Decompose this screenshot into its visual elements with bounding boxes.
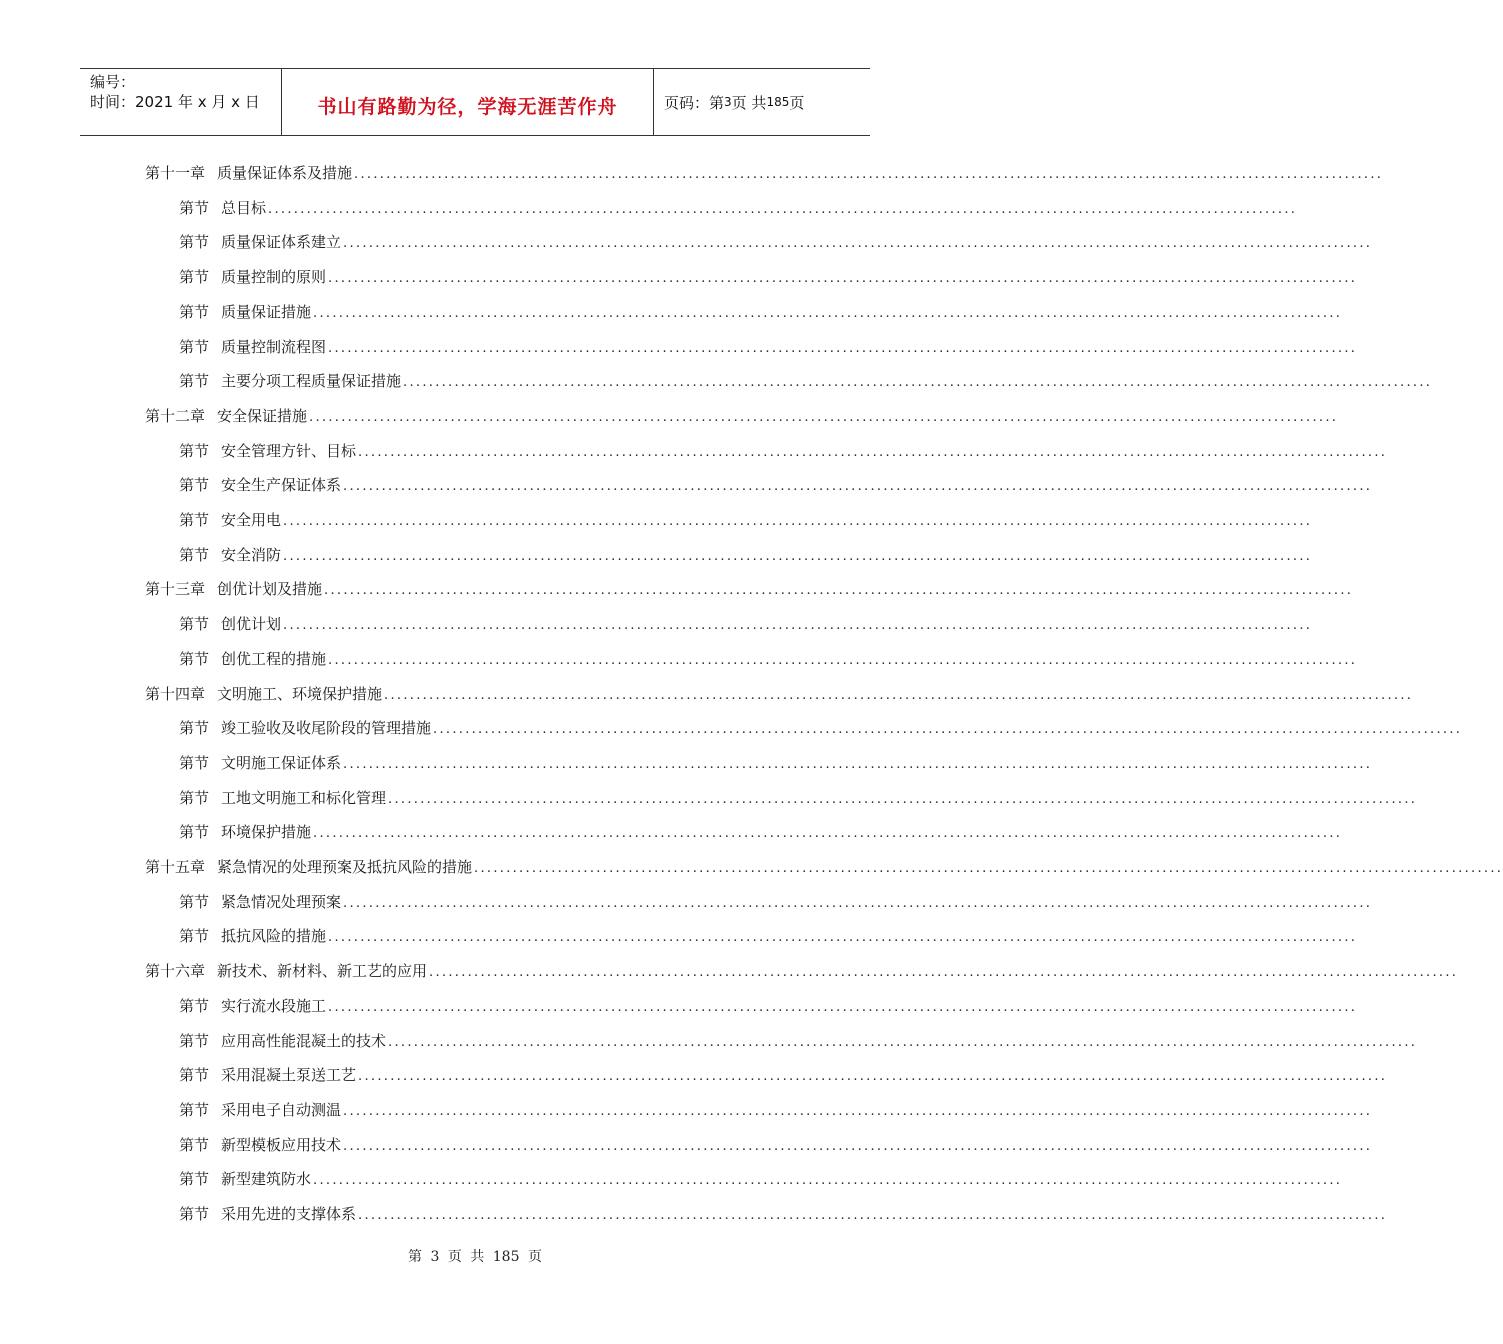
toc-entry-label: 第节 xyxy=(179,823,210,842)
toc-entry-label: 第节 xyxy=(179,1031,210,1050)
toc-dot-leader: ................................................................................................................................................................ xyxy=(328,999,1358,1015)
toc-chapter-entry[interactable] xyxy=(145,399,1339,433)
toc-entry-title: 文明施工保证体系 xyxy=(221,753,342,772)
toc-dot-leader: ................................................................................................................................................................ xyxy=(388,1034,1418,1050)
toc-entry-title: 创优计划及措施 xyxy=(217,580,323,599)
toc-entry-title: 新型建筑防水 xyxy=(221,1170,312,1189)
toc-section-entry[interactable] xyxy=(179,919,1358,953)
toc-dot-leader: ................................................................................................................................................................ xyxy=(384,687,1414,703)
toc-section-entry[interactable] xyxy=(179,468,1373,502)
toc-entry-label: 第十四章 xyxy=(145,684,206,703)
toc-entry-label: 第节 xyxy=(179,927,210,946)
toc-dot-leader: ................................................................................................................................................................ xyxy=(324,583,1354,599)
toc-entry-label: 第节 xyxy=(179,302,210,321)
toc-section-entry[interactable] xyxy=(179,1093,1373,1127)
toc-entry-title: 抵抗风险的措施 xyxy=(221,927,327,946)
footer-prefix: 第 xyxy=(408,1249,423,1265)
toc-chapter-entry[interactable] xyxy=(145,677,1414,711)
toc-section-entry[interactable] xyxy=(179,225,1373,259)
toc-section-entry[interactable] xyxy=(179,989,1358,1023)
toc-entry-title: 新型模板应用技术 xyxy=(221,1135,342,1154)
toc-entry-label: 第节 xyxy=(179,511,210,529)
toc-entry-title: 安全生产保证体系 xyxy=(221,476,342,495)
toc-dot-leader: ................................................................................................................................................................ xyxy=(283,548,1313,564)
toc-entry-label: 第节 xyxy=(179,233,210,252)
toc-chapter-entry[interactable] xyxy=(145,850,1503,884)
toc-entry-title: 采用电子自动测温 xyxy=(221,1100,342,1119)
header-page-number: 3 xyxy=(724,95,732,109)
toc-entry-label: 第节 xyxy=(179,719,210,738)
toc-entry-label: 第节 xyxy=(179,268,210,287)
toc-section-entry[interactable] xyxy=(179,1162,1343,1196)
document-number-label: 编号： xyxy=(90,73,136,91)
toc-entry-label: 第节 xyxy=(179,198,210,217)
document-time-label: 时间：2021 年 x 月 x 日 xyxy=(90,93,260,111)
footer-mid: 页 共 xyxy=(447,1249,485,1265)
toc-entry-label: 第节 xyxy=(179,1135,210,1154)
toc-dot-leader: ................................................................................................................................................................ xyxy=(433,722,1463,738)
toc-chapter-entry[interactable] xyxy=(145,954,1459,988)
header-page-info xyxy=(654,69,870,135)
toc-entry-title: 安全消防 xyxy=(221,545,282,564)
toc-section-entry[interactable] xyxy=(179,1128,1373,1162)
toc-section-entry[interactable] xyxy=(179,711,1463,745)
header-page-mid: 页 共 xyxy=(731,93,767,112)
toc-dot-leader: ................................................................................................................................................................ xyxy=(343,1103,1373,1119)
toc-section-entry[interactable] xyxy=(179,1024,1418,1058)
toc-dot-leader: ................................................................................................................................................................ xyxy=(343,479,1373,495)
toc-section-entry[interactable] xyxy=(179,885,1373,919)
toc-entry-title: 采用先进的支撑体系 xyxy=(221,1205,357,1223)
toc-entry-label: 第节 xyxy=(179,1066,210,1085)
toc-entry-title: 工地文明施工和标化管理 xyxy=(221,788,387,807)
toc-entry-title: 质量保证措施 xyxy=(221,302,312,321)
toc-dot-leader: ................................................................................................................................................................ xyxy=(358,444,1388,460)
toc-entry-label: 第节 xyxy=(179,372,210,391)
toc-dot-leader: ................................................................................................................................................................ xyxy=(328,652,1358,668)
toc-section-entry[interactable] xyxy=(179,1197,1388,1231)
toc-entry-label: 第十二章 xyxy=(145,406,206,425)
toc-entry-title: 文明施工、环境保护措施 xyxy=(217,684,383,703)
toc-section-entry[interactable] xyxy=(179,642,1358,676)
toc-section-entry[interactable] xyxy=(179,191,1298,225)
toc-dot-leader: ................................................................................................................................................................ xyxy=(343,236,1373,252)
toc-entry-title: 创优工程的措施 xyxy=(221,649,327,668)
toc-entry-title: 竣工验收及收尾阶段的管理措施 xyxy=(221,719,432,738)
toc-dot-leader: ................................................................................................................................................................ xyxy=(268,201,1298,217)
toc-section-entry[interactable] xyxy=(179,434,1388,468)
toc-dot-leader: ................................................................................................................................................................ xyxy=(358,1208,1388,1223)
toc-entry-label: 第节 xyxy=(179,545,210,564)
toc-entry-label: 第十一章 xyxy=(145,164,206,182)
toc-section-entry[interactable] xyxy=(179,364,1433,398)
page-footer xyxy=(0,1246,950,1266)
toc-dot-leader: ................................................................................................................................................................ xyxy=(343,1138,1373,1154)
toc-dot-leader: ................................................................................................................................................................ xyxy=(283,514,1313,529)
toc-dot-leader: ................................................................................................................................................................ xyxy=(328,340,1358,356)
toc-entry-title: 实行流水段施工 xyxy=(221,996,327,1015)
toc-entry-title: 紧急情况处理预案 xyxy=(221,892,342,911)
toc-entry-label: 第节 xyxy=(179,788,210,807)
header-page-total: 185 xyxy=(766,95,790,109)
page-header xyxy=(80,68,870,136)
header-motto-cell xyxy=(282,69,654,135)
toc-dot-leader: ................................................................................................................................................................ xyxy=(313,305,1343,321)
toc-section-entry[interactable] xyxy=(179,503,1313,537)
toc-entry-title: 质量保证体系建立 xyxy=(221,233,342,252)
toc-entry-title: 质量保证体系及措施 xyxy=(217,164,353,182)
toc-entry-label: 第节 xyxy=(179,996,210,1015)
toc-entry-title: 总目标 xyxy=(221,198,267,217)
toc-dot-leader: ................................................................................................................................................................ xyxy=(328,271,1358,287)
toc-entry-label: 第节 xyxy=(179,649,210,668)
toc-entry-title: 紧急情况的处理预案及抵抗风险的措施 xyxy=(217,858,473,876)
toc-entry-label: 第节 xyxy=(179,892,210,911)
toc-entry-title: 质量控制流程图 xyxy=(221,337,327,356)
toc-section-entry[interactable] xyxy=(179,607,1313,641)
toc-dot-leader: ................................................................................................................................................................ xyxy=(358,1069,1388,1085)
toc-entry-label: 第节 xyxy=(179,615,210,634)
toc-entry-label: 第节 xyxy=(179,441,210,460)
toc-entry-title: 创优计划 xyxy=(221,615,282,634)
toc-dot-leader: ................................................................................................................................................................ xyxy=(343,895,1373,911)
toc-dot-leader: ................................................................................................................................................................ xyxy=(388,791,1418,807)
toc-entry-title: 新技术、新材料、新工艺的应用 xyxy=(217,962,428,981)
toc-section-entry[interactable] xyxy=(179,781,1418,815)
toc-entry-title: 安全管理方针、目标 xyxy=(221,441,357,460)
header-motto: 书山有路勤为径，学海无涯苦作舟 xyxy=(317,95,618,118)
toc-entry-label: 第节 xyxy=(179,476,210,495)
toc-dot-leader: ................................................................................................................................................................ xyxy=(474,861,1503,876)
toc-entry-label: 第节 xyxy=(179,753,210,772)
toc-entry-title: 应用高性能混凝土的技术 xyxy=(221,1031,387,1050)
footer-page-total: 185 xyxy=(492,1249,520,1265)
toc-entry-title: 主要分项工程质量保证措施 xyxy=(221,372,402,391)
toc-chapter-entry[interactable] xyxy=(145,156,1384,190)
toc-entry-title: 采用混凝土泵送工艺 xyxy=(221,1066,357,1085)
toc-entry-label: 第节 xyxy=(179,337,210,356)
toc-dot-leader: ................................................................................................................................................................ xyxy=(309,409,1339,425)
header-page-suffix: 页 xyxy=(789,93,805,112)
toc-chapter-entry[interactable] xyxy=(145,572,1354,606)
toc-section-entry[interactable] xyxy=(179,330,1358,364)
toc-section-entry[interactable] xyxy=(179,295,1343,329)
toc-entry-label: 第节 xyxy=(179,1100,210,1119)
toc-entry-label: 第十三章 xyxy=(145,580,206,599)
toc-section-entry[interactable] xyxy=(179,1058,1388,1092)
toc-entry-title: 安全用电 xyxy=(221,511,282,529)
toc-entry-title: 质量控制的原则 xyxy=(221,268,327,287)
toc-entry-title: 环境保护措施 xyxy=(221,823,312,842)
toc-dot-leader: ................................................................................................................................................................ xyxy=(429,965,1459,981)
toc-dot-leader: ................................................................................................................................................................ xyxy=(283,618,1313,634)
footer-page-number: 3 xyxy=(430,1249,440,1265)
toc-dot-leader: ................................................................................................................................................................ xyxy=(313,1173,1343,1189)
toc-dot-leader: ................................................................................................................................................................ xyxy=(403,375,1433,391)
footer-suffix: 页 xyxy=(527,1249,542,1265)
toc-section-entry[interactable] xyxy=(179,260,1358,294)
toc-entry-title: 安全保证措施 xyxy=(217,406,308,425)
toc-section-entry[interactable] xyxy=(179,815,1343,849)
header-meta xyxy=(80,69,282,135)
toc-entry-label: 第节 xyxy=(179,1205,210,1223)
toc-entry-label: 第十五章 xyxy=(145,858,206,876)
toc-dot-leader: ................................................................................................................................................................ xyxy=(343,756,1373,772)
header-page-prefix: 页码：第 xyxy=(664,93,725,112)
toc-dot-leader: ................................................................................................................................................................ xyxy=(313,826,1343,842)
toc-section-entry[interactable] xyxy=(179,538,1313,572)
toc-dot-leader: ................................................................................................................................................................ xyxy=(354,167,1384,182)
toc-entry-label: 第节 xyxy=(179,1170,210,1189)
toc-entry-label: 第十六章 xyxy=(145,962,206,981)
toc-section-entry[interactable] xyxy=(179,746,1373,780)
toc-dot-leader: ................................................................................................................................................................ xyxy=(328,930,1358,946)
